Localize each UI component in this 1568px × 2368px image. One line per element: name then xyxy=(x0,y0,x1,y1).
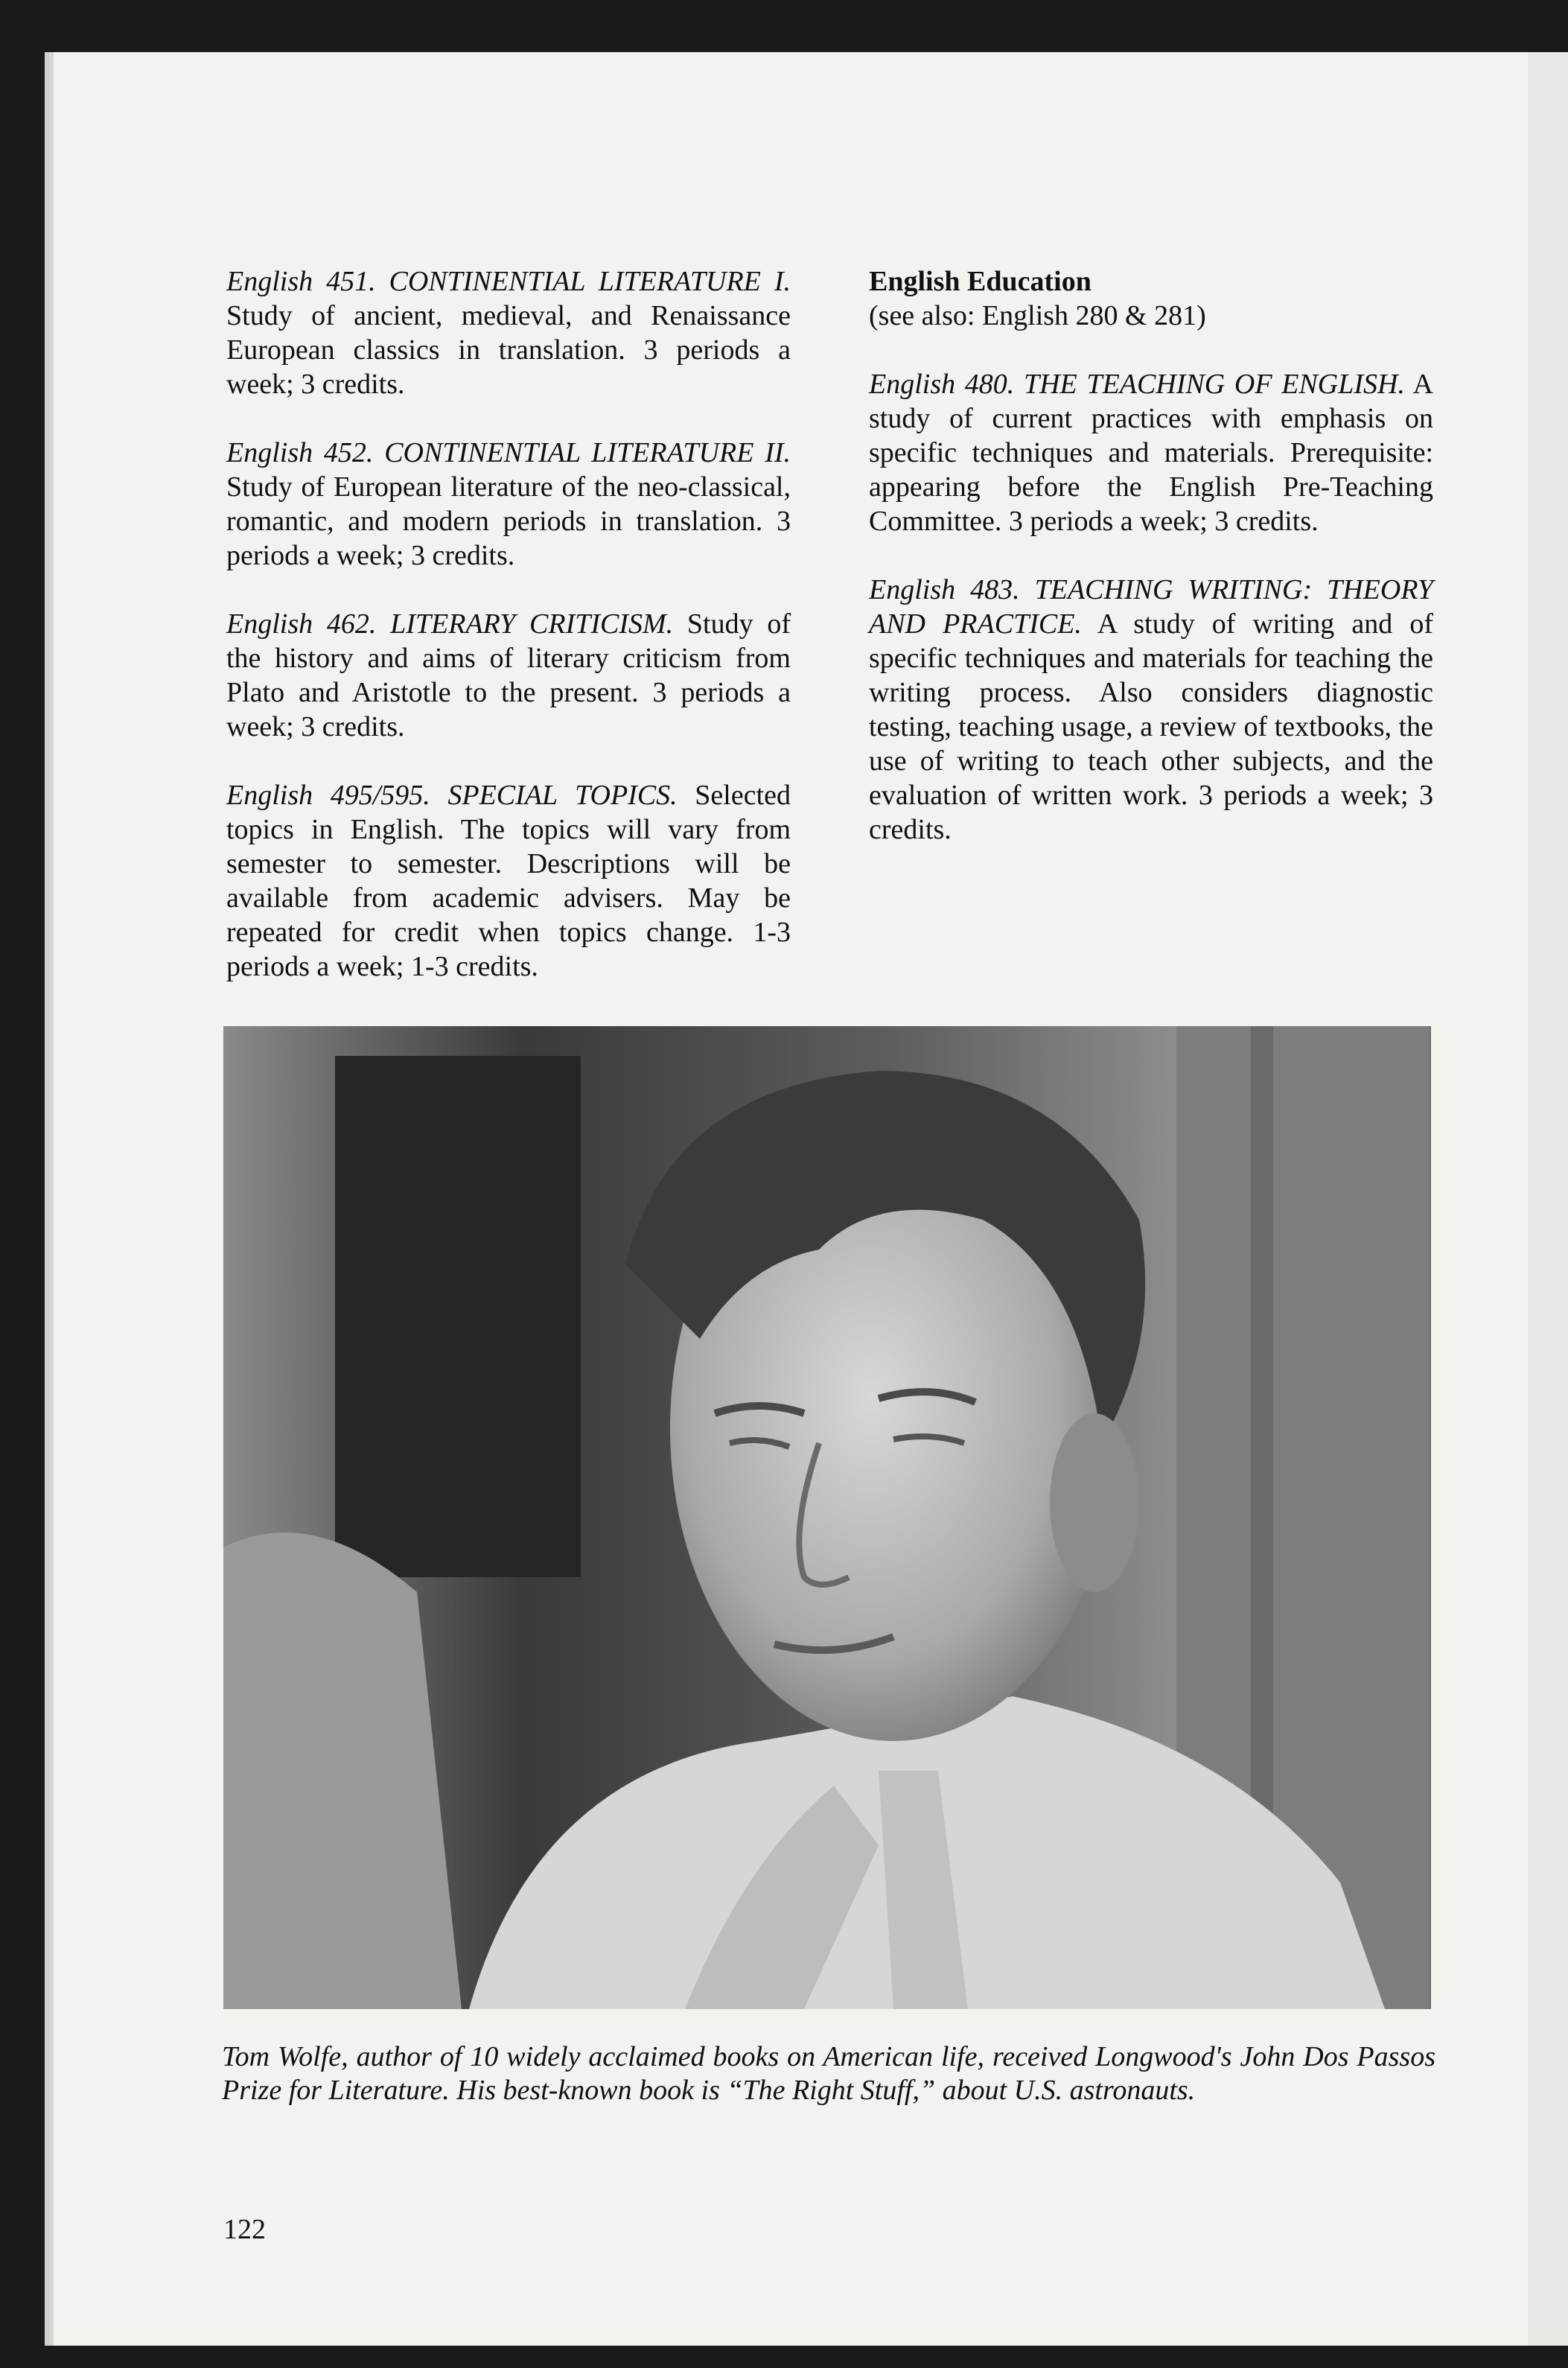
course-description: Study of European literature of the neo-classical, romantic, and modern periods in translation. 3 periods a week; 3 credits. xyxy=(226,471,791,571)
section-header xyxy=(869,264,1433,333)
catalog-page xyxy=(54,52,1528,2346)
course-description: A study of writing and of specific techniques and materials for teaching the writing process. Also considers diagnostic testing, teaching usage, a review of textbooks, the use of writing to teach other subjects, and the evaluation of written work. 3 periods a week; 3 credits. xyxy=(869,608,1434,845)
course-title: English 483. TEACHING WRITING: THEORY AND PRACTICE. xyxy=(869,574,1433,640)
course-title: English 480. THE TEACHING OF ENGLISH. xyxy=(869,369,1405,400)
course-entry xyxy=(226,607,791,744)
course-title: English 451. CONTINENTIAL LITERATURE I. xyxy=(226,266,791,297)
course-entry xyxy=(226,436,791,573)
course-entry xyxy=(226,778,791,984)
left-column xyxy=(226,264,791,1018)
portrait-photo xyxy=(223,1026,1431,2009)
course-description: Study of ancient, medieval, and Renaissance European classics in translation. 3 periods a week; 3 credits. xyxy=(226,300,791,400)
course-description: Selected topics in English. The topics will vary from semester to semester. Descriptions will be available from academic advisers. May be repeated for credit when topics change. 1-3 periods a week; 1-3 credits. xyxy=(226,780,791,982)
course-entry xyxy=(226,264,791,401)
section-note: (see also: English 280 & 281) xyxy=(869,300,1206,331)
course-title: English 462. LITERARY CRITICISM. xyxy=(226,608,674,640)
page-number: 122 xyxy=(223,2214,266,2245)
course-description: A study of current practices with emphasis on specific techniques and materials. Prerequisite: appearing before the English Pre-Teaching Committee. 3 periods a week; 3 credits. xyxy=(869,369,1434,537)
course-description: Study of the history and aims of literary criticism from Plato and Aristotle to the present. 3 periods a week; 3 credits. xyxy=(226,608,791,742)
portrait-illustration xyxy=(223,1026,1431,2009)
course-entry xyxy=(869,573,1433,847)
right-column xyxy=(869,264,1433,881)
course-entry xyxy=(869,367,1433,538)
photo-caption: Tom Wolfe, author of 10 widely acclaimed books on American life, received Longwood's John Dos Passos Prize for Literature. His best-known book is “The Right Stuff,” about U.S. astronauts. xyxy=(222,2041,1435,2106)
course-title: English 452. CONTINENTIAL LITERATURE II. xyxy=(226,437,791,468)
course-title: English 495/595. SPECIAL TOPICS. xyxy=(226,780,678,811)
section-heading: English Education xyxy=(869,266,1091,297)
